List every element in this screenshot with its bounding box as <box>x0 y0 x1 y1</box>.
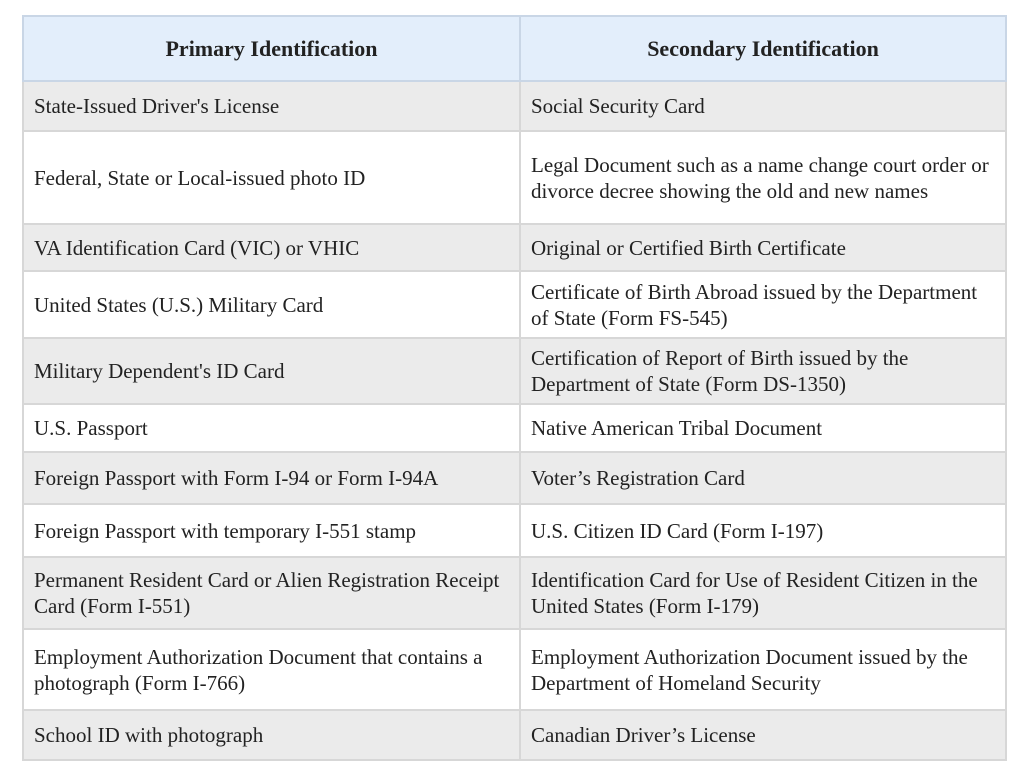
secondary-id-cell: Legal Document such as a name change court order or divorce decree showing the old and new names <box>520 131 1006 224</box>
primary-id-cell: VA Identification Card (VIC) or VHIC <box>23 224 520 271</box>
header-primary-identification: Primary Identification <box>23 16 520 81</box>
header-secondary-identification: Secondary Identification <box>520 16 1006 81</box>
primary-id-cell: Employment Authorization Document that contains a photograph (Form I-766) <box>23 629 520 710</box>
table-row <box>23 404 1006 452</box>
table-row <box>23 81 1006 131</box>
table-row <box>23 504 1006 557</box>
secondary-id-cell: Certificate of Birth Abroad issued by the Department of State (Form FS-545) <box>520 271 1006 338</box>
secondary-id-cell: Identification Card for Use of Resident Citizen in the United States (Form I-179) <box>520 557 1006 629</box>
id-table-container <box>22 15 1005 761</box>
secondary-id-cell: Certification of Report of Birth issued by the Department of State (Form DS-1350) <box>520 338 1006 404</box>
table-row <box>23 629 1006 710</box>
secondary-id-cell: Employment Authorization Document issued by the Department of Homeland Security <box>520 629 1006 710</box>
primary-id-cell: Permanent Resident Card or Alien Registration Receipt Card (Form I-551) <box>23 557 520 629</box>
table-row <box>23 224 1006 271</box>
table-header-row <box>23 16 1006 81</box>
primary-id-cell: U.S. Passport <box>23 404 520 452</box>
primary-id-cell: United States (U.S.) Military Card <box>23 271 520 338</box>
identification-table <box>22 15 1007 761</box>
secondary-id-cell: Social Security Card <box>520 81 1006 131</box>
secondary-id-cell: Voter’s Registration Card <box>520 452 1006 504</box>
primary-id-cell: State-Issued Driver's License <box>23 81 520 131</box>
table-row <box>23 338 1006 404</box>
primary-id-cell: Foreign Passport with Form I-94 or Form I-94A <box>23 452 520 504</box>
primary-id-cell: School ID with photograph <box>23 710 520 760</box>
primary-id-cell: Military Dependent's ID Card <box>23 338 520 404</box>
primary-id-cell: Federal, State or Local-issued photo ID <box>23 131 520 224</box>
table-row <box>23 131 1006 224</box>
table-row <box>23 452 1006 504</box>
secondary-id-cell: Canadian Driver’s License <box>520 710 1006 760</box>
secondary-id-cell: Native American Tribal Document <box>520 404 1006 452</box>
secondary-id-cell: U.S. Citizen ID Card (Form I-197) <box>520 504 1006 557</box>
secondary-id-cell: Original or Certified Birth Certificate <box>520 224 1006 271</box>
table-row <box>23 557 1006 629</box>
table-row <box>23 271 1006 338</box>
primary-id-cell: Foreign Passport with temporary I-551 stamp <box>23 504 520 557</box>
table-row <box>23 710 1006 760</box>
